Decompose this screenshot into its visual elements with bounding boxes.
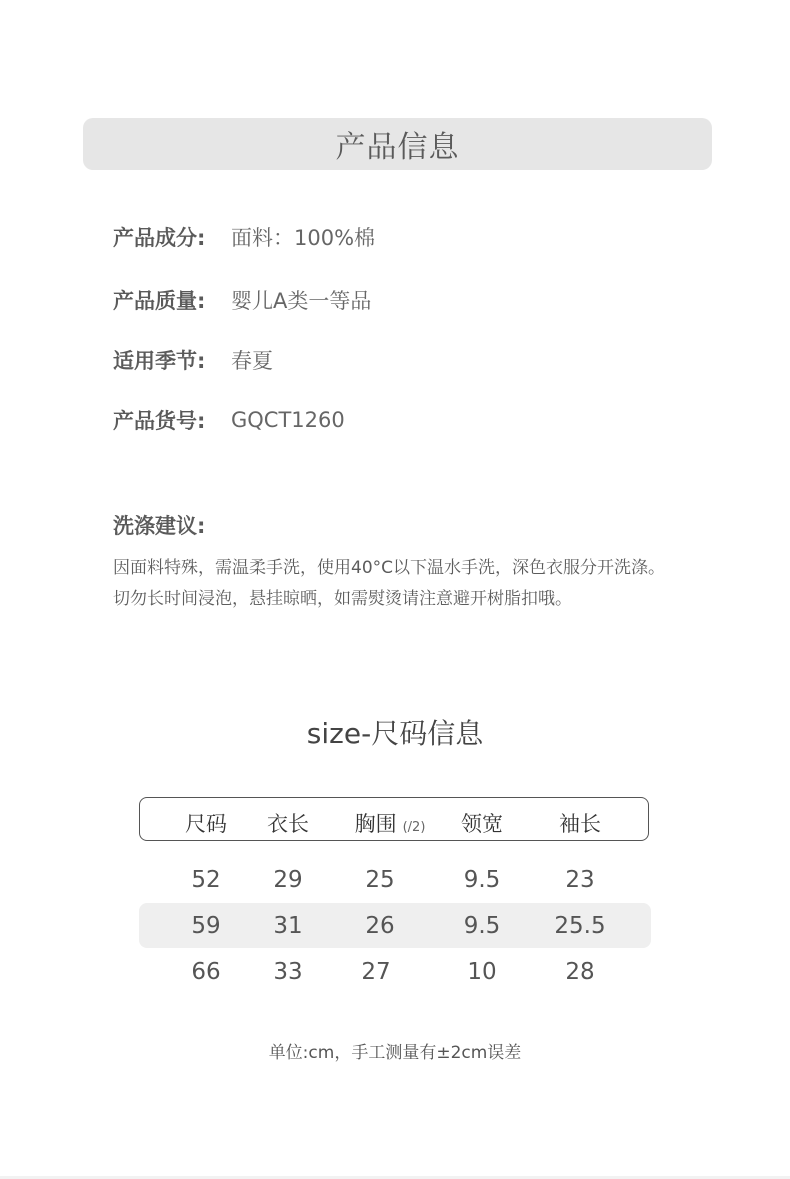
table-cell: 23 [565, 867, 595, 893]
washing-title: 洗涤建议: [113, 514, 206, 538]
table-cell: 25.5 [554, 913, 606, 939]
info-value: 婴儿A类一等品 [231, 289, 372, 313]
header-chest [355, 808, 426, 838]
info-row-quality [113, 285, 371, 315]
header-collar: 领宽 [461, 812, 503, 836]
product-info-header [83, 118, 712, 170]
info-row-season [113, 345, 273, 375]
chest-note: (/2) [402, 820, 426, 835]
table-cell: 26 [365, 913, 395, 939]
table-cell: 9.5 [463, 913, 501, 939]
table-cell: 10 [467, 959, 497, 985]
table-cell: 29 [273, 867, 303, 893]
info-row-item-number [113, 405, 345, 435]
info-value: GQCT1260 [231, 408, 345, 432]
info-value: 春夏 [231, 349, 273, 373]
info-label: 产品货号: [113, 409, 206, 433]
table-cell: 27 [361, 959, 391, 985]
table-cell: 25 [365, 867, 395, 893]
table-cell: 28 [565, 959, 595, 985]
table-cell: 66 [191, 959, 221, 985]
table-cell: 52 [191, 867, 221, 893]
info-label: 产品成分: [113, 226, 206, 250]
product-info-title: 产品信息 [335, 130, 460, 165]
header-chest-label: 胸围 [354, 812, 397, 836]
info-row-composition [113, 222, 375, 252]
table-cell: 31 [273, 913, 303, 939]
header-length: 衣长 [267, 812, 309, 836]
info-label: 产品质量: [113, 289, 206, 313]
washing-line: 切勿长时间浸泡，悬挂晾晒，如需熨烫请注意避开树脂扣哦。 [113, 589, 572, 609]
table-cell: 9.5 [463, 867, 501, 893]
washing-line: 因面料特殊，需温柔手洗，使用40°C以下温水手洗，深色衣服分开洗涤。 [113, 558, 666, 578]
table-cell: 33 [273, 959, 303, 985]
header-size: 尺码 [185, 812, 227, 836]
header-sleeve: 袖长 [559, 812, 601, 836]
info-value: 面料：100%棉 [231, 226, 376, 250]
table-cell: 59 [191, 913, 221, 939]
measurement-footnote: 单位:cm，手工测量有±2cm误差 [268, 1043, 522, 1063]
size-title: size-尺码信息 [306, 717, 484, 750]
info-label: 适用季节: [113, 349, 206, 373]
